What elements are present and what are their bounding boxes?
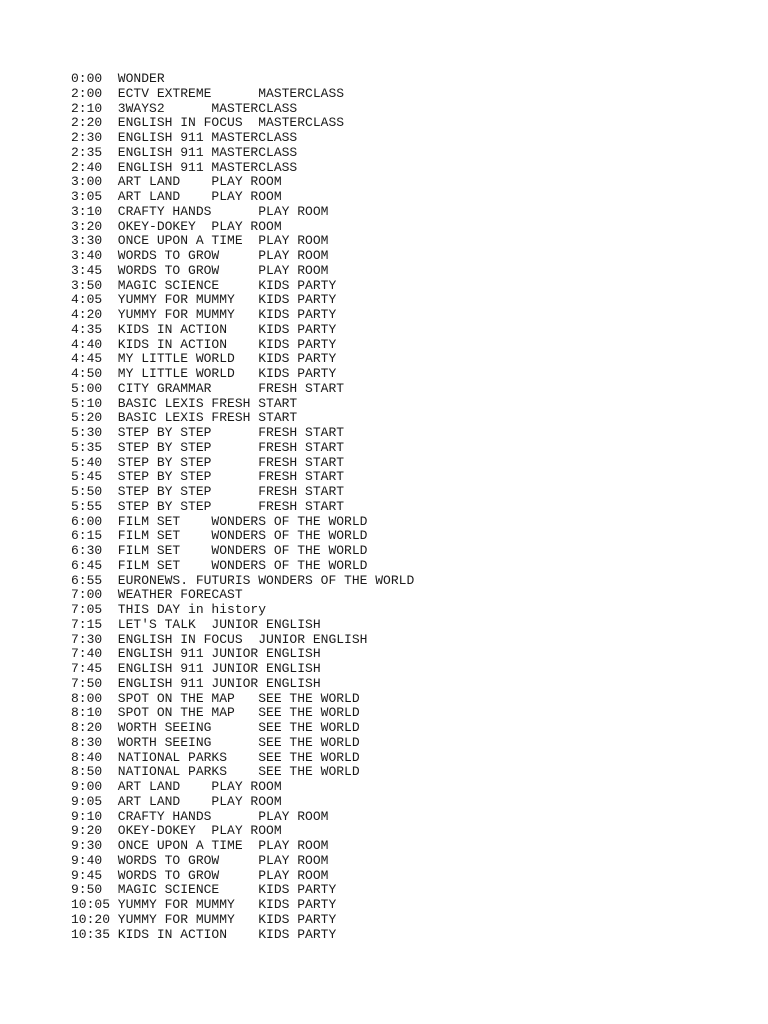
schedule-row: 8:40 NATIONAL PARKS SEE THE WORLD	[71, 749, 360, 765]
schedule-row: 5:30 STEP BY STEP FRESH START	[71, 425, 345, 440]
schedule-row: 9:05 ART LAND PLAY ROOM	[71, 793, 282, 809]
schedule-row: 9:50 MAGIC SCIENCE KIDS PARTY	[71, 882, 337, 898]
schedule-row: 5:10 BASIC LEXIS FRESH START	[71, 395, 298, 411]
schedule-row: 2:35 ENGLISH 911 MASTERCLASS	[71, 144, 298, 160]
schedule-row: 3:45 WORDS TO GROW PLAY ROOM	[71, 262, 329, 278]
schedule-row: 3:00 ART LAND PLAY ROOM	[71, 174, 282, 190]
schedule-row: 5:20 BASIC LEXIS FRESH START	[71, 410, 298, 426]
schedule-row: 6:00 FILM SET WONDERS OF THE WORLD	[71, 513, 368, 529]
schedule-row: 9:40 WORDS TO GROW PLAY ROOM	[71, 852, 329, 868]
schedule-row: 0:00 WONDER	[71, 71, 165, 86]
schedule-row: 4:45 MY LITTLE WORLD KIDS PARTY	[71, 351, 337, 367]
schedule-row: 2:00 ECTV EXTREME MASTERCLASS	[71, 85, 345, 101]
schedule-row: 3:10 CRAFTY HANDS PLAY ROOM	[71, 203, 329, 219]
schedule-row: 5:00 CITY GRAMMAR FRESH START	[71, 380, 345, 396]
schedule-row: 8:00 SPOT ON THE MAP SEE THE WORLD	[71, 690, 360, 706]
schedule-row: 3:05 ART LAND PLAY ROOM	[71, 189, 282, 204]
schedule-row: 4:40 KIDS IN ACTION KIDS PARTY	[71, 336, 337, 352]
schedule-row: 3:40 WORDS TO GROW PLAY ROOM	[71, 248, 329, 263]
schedule-row: 7:15 LET'S TALK JUNIOR ENGLISH	[71, 616, 321, 632]
schedule-row: 5:45 STEP BY STEP FRESH START	[71, 469, 345, 485]
schedule-row: 3:50 MAGIC SCIENCE KIDS PARTY	[71, 277, 337, 293]
schedule-row: 7:30 ENGLISH IN FOCUS JUNIOR ENGLISH	[71, 631, 368, 647]
schedule-row: 3:30 ONCE UPON A TIME PLAY ROOM	[71, 233, 329, 249]
schedule-row: 9:30 ONCE UPON A TIME PLAY ROOM	[71, 838, 329, 853]
schedule-row: 8:50 NATIONAL PARKS SEE THE WORLD	[71, 764, 360, 780]
schedule-row: 5:55 STEP BY STEP FRESH START	[71, 498, 345, 514]
schedule-row: 4:05 YUMMY FOR MUMMY KIDS PARTY	[71, 292, 337, 308]
schedule-row: 9:00 ART LAND PLAY ROOM	[71, 779, 282, 794]
schedule-row: 6:45 FILM SET WONDERS OF THE WORLD	[71, 557, 368, 573]
schedule-row: 4:35 KIDS IN ACTION KIDS PARTY	[71, 321, 337, 337]
schedule-row: 5:40 STEP BY STEP FRESH START	[71, 454, 345, 470]
schedule-row: 10:05 YUMMY FOR MUMMY KIDS PARTY	[71, 897, 337, 912]
schedule-row: 7:40 ENGLISH 911 JUNIOR ENGLISH	[71, 646, 321, 662]
schedule-row: 8:30 WORTH SEEING SEE THE WORLD	[71, 734, 360, 750]
schedule-row: 2:40 ENGLISH 911 MASTERCLASS	[71, 159, 298, 175]
schedule-row: 7:05 THIS DAY in history	[71, 602, 267, 617]
schedule-list	[71, 72, 414, 942]
schedule-row: 3:20 OKEY-DOKEY PLAY ROOM	[71, 218, 282, 234]
schedule-row: 7:00 WEATHER FORECAST	[71, 587, 243, 603]
schedule-row: 9:45 WORDS TO GROW PLAY ROOM	[71, 867, 329, 883]
schedule-row: 10:35 KIDS IN ACTION KIDS PARTY	[71, 926, 337, 942]
schedule-row: 4:50 MY LITTLE WORLD KIDS PARTY	[71, 366, 337, 381]
schedule-row: 9:20 OKEY-DOKEY PLAY ROOM	[71, 823, 282, 839]
schedule-row: 5:50 STEP BY STEP FRESH START	[71, 484, 345, 499]
schedule-row: 6:30 FILM SET WONDERS OF THE WORLD	[71, 543, 368, 558]
schedule-row: 8:10 SPOT ON THE MAP SEE THE WORLD	[71, 705, 360, 721]
schedule-row: 10:20 YUMMY FOR MUMMY KIDS PARTY	[71, 911, 337, 927]
schedule-row: 9:10 CRAFTY HANDS PLAY ROOM	[71, 808, 329, 824]
schedule-row: 7:50 ENGLISH 911 JUNIOR ENGLISH	[71, 675, 321, 691]
schedule-row: 5:35 STEP BY STEP FRESH START	[71, 439, 345, 455]
schedule-row: 7:45 ENGLISH 911 JUNIOR ENGLISH	[71, 661, 321, 676]
schedule-row: 6:55 EURONEWS. FUTURIS WONDERS OF THE WORLD	[71, 572, 415, 588]
schedule-row: 2:10 3WAYS2 MASTERCLASS	[71, 100, 298, 116]
schedule-row: 2:30 ENGLISH 911 MASTERCLASS	[71, 130, 298, 145]
schedule-row: 8:20 WORTH SEEING SEE THE WORLD	[71, 720, 360, 735]
schedule-row: 2:20 ENGLISH IN FOCUS MASTERCLASS	[71, 115, 345, 131]
schedule-row: 6:15 FILM SET WONDERS OF THE WORLD	[71, 528, 368, 544]
schedule-row: 4:20 YUMMY FOR MUMMY KIDS PARTY	[71, 307, 337, 322]
